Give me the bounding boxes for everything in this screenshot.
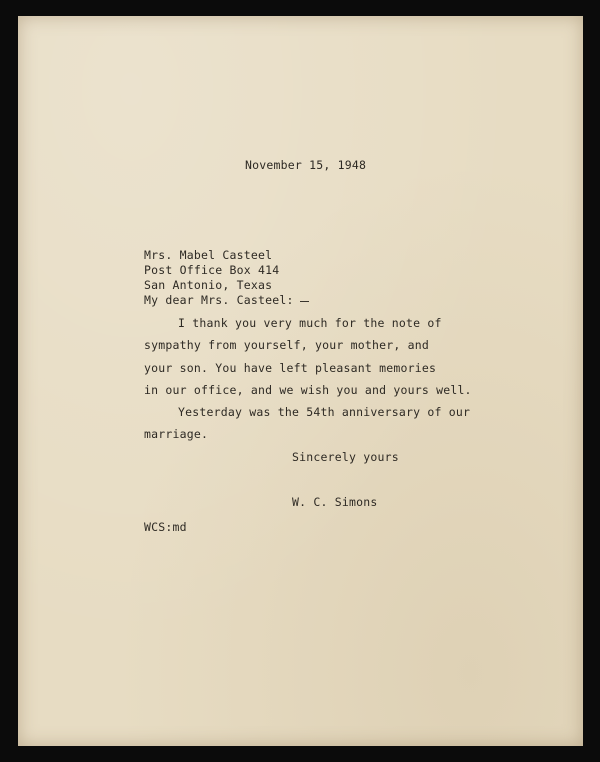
signature-name: W. C. Simons [292, 495, 378, 509]
body-line-2: sympathy from yourself, your mother, and [144, 338, 429, 352]
salutation: My dear Mrs. Casteel: [144, 293, 294, 307]
salutation-dash-mark [300, 301, 309, 302]
body-line-6: marriage. [144, 427, 209, 441]
body-line-3: your son. You have left pleasant memories [144, 361, 437, 375]
body-line-4: in our office, and we wish you and yours well. [144, 383, 472, 397]
recipient-name: Mrs. Mabel Casteel [144, 248, 273, 262]
closing: Sincerely yours [292, 450, 399, 464]
recipient-address-line2: San Antonio, Texas [144, 278, 273, 292]
letter-page [18, 16, 583, 746]
body-line-1: I thank you very much for the note of [178, 316, 442, 330]
reference-initials: WCS:md [144, 520, 187, 534]
body-line-5: Yesterday was the 54th anniversary of our [178, 405, 471, 419]
letter-date: November 15, 1948 [245, 158, 367, 172]
recipient-address-line1: Post Office Box 414 [144, 263, 280, 277]
